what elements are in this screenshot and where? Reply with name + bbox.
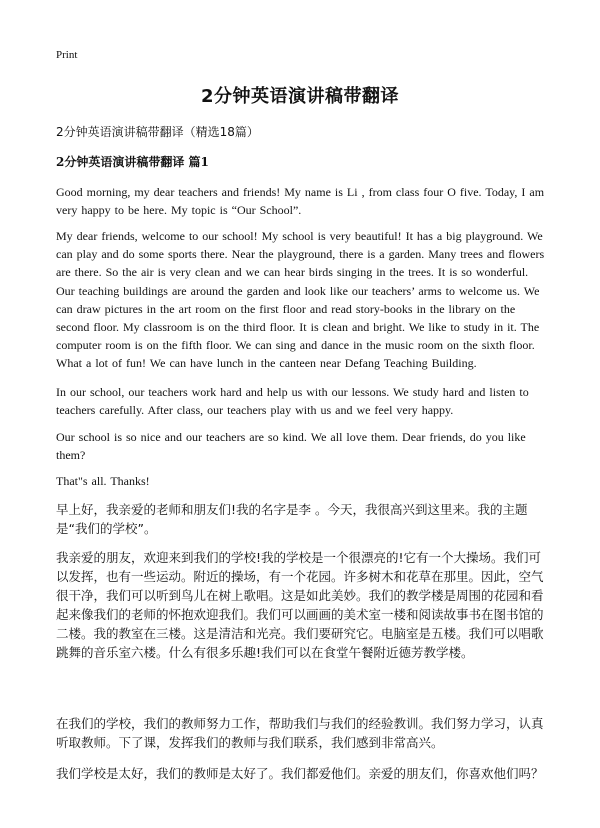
print-label[interactable]: Print (56, 49, 78, 61)
paragraph-text: 我亲爱的朋友，欢迎来到我们的学校!我的学校是一个很漂亮的!它有一个大操场。我们可以发挥，也有一些运动。附近的操场，有一个花园。许多树木和花草在那里。因此，空气很干净，我们可以听到鸟儿在树上歌唱。这是如此美妙。我们的教学楼是周围的花园和看起来像我们的老师的怀抱欢迎我们。我们可以画画的美术室一楼和阅读故事书在图书馆的二楼。我的教室在三楼。这是清洁和光亮。我们要研究它。电脑室是五楼。我们可以唱歌跳舞的音乐室六楼。什么有很多乐趣!我们可以在食堂午餐附近德芳教学楼。 (56, 550, 544, 660)
paragraph-text: In our school, our teachers work hard and help us with our lessons. We study hard and listen to teachers carefully. After class, our teachers play with us and we feel very happy. (56, 385, 529, 418)
paragraph-text: Good morning, my dear teachers and friends! My name is Li , from class four O five. Today, I am very happy to be here. My topic is “Our School”. (56, 185, 545, 218)
chinese-paragraph-4 (56, 764, 548, 783)
section-heading: 2分钟英语演讲稿带翻译 篇1 (56, 155, 209, 169)
chinese-paragraph-3 (56, 714, 548, 752)
english-paragraph-3 (56, 383, 546, 419)
paragraph-text: That"s all. Thanks! (56, 474, 150, 488)
english-paragraph-2 (56, 227, 546, 373)
english-paragraph-4 (56, 428, 546, 464)
paragraph-text: 在我们的学校，我们的教师努力工作，帮助我们与我们的经验教训。我们努力学习，认真听取教师。下了课，发挥我们的教师与我们联系，我们感到非常高兴。 (56, 716, 544, 750)
paragraph-text: 我们学校是太好，我们的教师是太好了。我们都爱他们。亲爱的朋友们，你喜欢他们吗？ (56, 766, 544, 781)
paragraph-text: Our school is so nice and our teachers are so kind. We all love them. Dear friends, do you like them? (56, 430, 526, 463)
chinese-paragraph-2 (56, 548, 548, 662)
paragraph-text: My dear friends, welcome to our school! My school is very beautiful! It has a big playground. We can play and do some sports there. Near the playground, there is a garden. Many trees and flowers are there. So the air is very clean and we can hear birds singing in the trees. It is so wonderful. Our teaching buildings are around the garden and look like our teachers’ arms to welcome us. We can draw pictures in the art room on the first floor and read story-books in the library on the second floor. My classroom is on the third floor. It is clean and bright. We like to study in it. The computer room is on the fifth floor. We can sing and dance in the music room on the sixth floor. What a lot of fun! We can have lunch in the canteen near Defang Teaching Building. (56, 229, 545, 371)
page-subtitle: 2分钟英语演讲稿带翻译（精选18篇） (56, 125, 259, 139)
chinese-paragraph-1 (56, 500, 548, 538)
paragraph-text: 早上好，我亲爱的老师和朋友们!我的名字是李 。今天，我很高兴到这里来。我的主题是“我们的学校”。 (56, 502, 528, 536)
page-title: 2分钟英语演讲稿带翻译 (200, 86, 400, 107)
english-paragraph-1 (56, 183, 546, 219)
english-paragraph-5 (56, 472, 546, 490)
